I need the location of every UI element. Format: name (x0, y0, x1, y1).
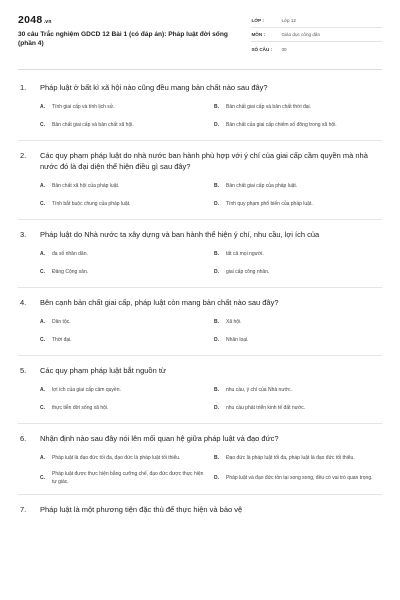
option-b[interactable] (214, 317, 382, 329)
question-item (18, 150, 382, 220)
option-b[interactable] (214, 181, 382, 193)
question-head (18, 365, 382, 376)
option-text: Bản chất của giai cấp chiếm số đông trong xã hội. (226, 122, 337, 129)
question-item (18, 365, 382, 424)
option-text: tất cả mọi người. (226, 251, 264, 258)
option-text: nhu cầu phát triển kinh tế đất nước. (226, 405, 306, 412)
option-d[interactable] (214, 267, 382, 279)
option-letter: A. (40, 183, 45, 190)
option-letter: A. (40, 387, 45, 394)
option-a[interactable] (40, 181, 208, 193)
option-b[interactable] (214, 453, 382, 465)
option-letter: B. (214, 104, 219, 111)
meta-label: SỐ CÂU : (251, 46, 273, 52)
option-text: thực tiễn đời sống xã hội. (52, 405, 109, 412)
option-d[interactable] (214, 120, 382, 132)
option-letter: C. (40, 474, 45, 481)
option-a[interactable] (40, 317, 208, 329)
question-item (18, 82, 382, 141)
option-text: Tính quy phạm phổ biến của pháp luật. (226, 201, 313, 208)
option-grid (18, 317, 382, 347)
option-text: giai cấp công nhân. (226, 269, 270, 276)
option-a[interactable] (40, 453, 208, 465)
option-grid (18, 181, 382, 211)
question-number: 7. (20, 505, 27, 515)
question-item (18, 504, 382, 523)
option-a[interactable] (40, 249, 208, 261)
option-text: Bản chất giai cấp và bản chất xã hội. (52, 122, 134, 129)
option-text: Bản chất giai cấp của pháp luật. (226, 183, 298, 190)
option-letter: D. (214, 405, 219, 412)
option-text: Tính bắt buộc chung của pháp luật. (52, 201, 131, 208)
meta-row-class (251, 14, 382, 28)
option-letter: B. (214, 387, 219, 394)
option-grid (18, 249, 382, 279)
header-left (18, 14, 247, 69)
option-letter: B. (214, 251, 219, 258)
option-letter: B. (214, 319, 219, 326)
option-d[interactable] (214, 199, 382, 211)
question-text: Pháp luật là một phương tiện đặc thù để thực hiện và bảo vệ (40, 505, 243, 515)
option-text: Xã hội. (226, 319, 242, 326)
option-text: lợi ích của giai cấp cầm quyền. (52, 387, 121, 394)
option-letter: D. (214, 122, 219, 129)
option-letter: B. (214, 183, 219, 190)
option-letter: D. (214, 474, 219, 481)
option-grid (18, 453, 382, 486)
option-grid (18, 102, 382, 132)
option-c[interactable] (40, 471, 208, 486)
option-letter: C. (40, 337, 45, 344)
option-text: Pháp luật được thực hiện bằng cưỡng chế, đạo đức được thực hiện tự giác. (52, 471, 204, 485)
question-head (18, 229, 382, 240)
question-text: Nhận định nào sau đây nói lên mối quan hệ giữa pháp luật và đạo đức? (40, 434, 279, 443)
option-a[interactable] (40, 385, 208, 397)
option-text: Pháp luật là đạo đức tối đa, đạo đức là pháp luật tối thiểu. (52, 455, 181, 462)
question-text: Bên cạnh bản chất giai cấp, pháp luật còn mang bản chất nào sau đây? (40, 298, 279, 307)
option-letter: D. (214, 337, 219, 344)
option-text: Đảng Cộng sản. (52, 269, 89, 276)
question-item (18, 229, 382, 288)
option-letter: C. (40, 269, 45, 276)
option-text: Tính giai cấp và tính lịch sử. (52, 104, 115, 111)
option-letter: B. (214, 455, 219, 462)
question-number: 6. (20, 434, 27, 443)
site-logo[interactable] (18, 14, 247, 26)
option-letter: A. (40, 251, 45, 258)
question-head (18, 433, 382, 444)
option-letter: A. (40, 104, 45, 111)
question-list (18, 70, 382, 523)
option-text: Thời đại. (52, 337, 72, 344)
option-letter: C. (40, 201, 45, 208)
logo-suffix: .vn (43, 19, 52, 25)
question-number: 1. (20, 83, 27, 92)
question-head (18, 82, 382, 93)
option-letter: C. (40, 122, 45, 129)
option-c[interactable] (40, 267, 208, 279)
option-a[interactable] (40, 102, 208, 114)
option-text: Pháp luật và đạo đức tồn tại song song, đều có vai trò quan trọng. (226, 474, 373, 481)
document-header (18, 0, 382, 70)
option-text: Dân tộc. (52, 319, 71, 326)
option-letter: C. (40, 405, 45, 412)
option-c[interactable] (40, 120, 208, 132)
question-item (18, 297, 382, 356)
option-d[interactable] (214, 471, 382, 486)
meta-value: 30 (281, 46, 287, 52)
option-letter: A. (40, 319, 45, 326)
question-text: Các quy phạm pháp luật do nhà nước ban hành phù hợp với ý chí của giai cấp cầm quyền mà nhà nước đó là đại diện thể hiện điều gì sau đây? (40, 151, 368, 171)
document-title: 30 câu Trắc nghiệm GDCD 12 Bài 1 (có đáp án): Pháp luật đời sống (phần 4) (18, 31, 228, 47)
logo-main: 2048 (18, 14, 43, 26)
meta-row-subject (251, 28, 382, 42)
meta-label: LỚP : (251, 18, 264, 23)
option-c[interactable] (40, 335, 208, 347)
question-number: 5. (20, 366, 27, 375)
question-head (18, 504, 382, 515)
question-item (18, 433, 382, 495)
question-number: 3. (20, 230, 27, 239)
option-text: Đạo đức là pháp luật tối đa, pháp luật là đạo đức tối thiểu. (226, 455, 355, 462)
question-number: 4. (20, 298, 27, 307)
question-number: 2. (20, 151, 27, 160)
option-b[interactable] (214, 249, 382, 261)
question-head (18, 150, 382, 172)
meta-value: Lớp 12 (281, 18, 296, 23)
question-head (18, 297, 382, 308)
option-letter: D. (214, 269, 219, 276)
meta-row-count (251, 42, 382, 56)
question-text: Pháp luật ở bất kì xã hội nào cũng đều mang bản chất nào sau đây? (40, 83, 268, 92)
option-text: Bản chất giai cấp và bản chất thời đại. (226, 104, 311, 111)
option-letter: A. (40, 455, 45, 462)
option-text: nhu cầu, ý chí của Nhà nước. (226, 387, 292, 394)
option-d[interactable] (214, 403, 382, 415)
question-text: Các quy phạm pháp luật bắt nguồn từ (40, 366, 166, 375)
meta-label: MÔN : (251, 32, 265, 37)
option-c[interactable] (40, 199, 208, 211)
option-letter: D. (214, 201, 219, 208)
option-grid (18, 385, 382, 415)
option-d[interactable] (214, 335, 382, 347)
meta-value: Giáo dục công dân (281, 32, 321, 37)
option-c[interactable] (40, 403, 208, 415)
option-b[interactable] (214, 385, 382, 397)
option-text: Nhân loại. (226, 337, 249, 344)
question-text: Pháp luật do Nhà nước ta xây dựng và ban hành thể hiện ý chí, nhu cầu, lợi ích của (40, 230, 320, 239)
option-text: đa số nhân dân. (52, 251, 88, 258)
option-text: Bản chất xã hội của pháp luật. (52, 183, 120, 190)
option-b[interactable] (214, 102, 382, 114)
header-meta (251, 14, 382, 69)
